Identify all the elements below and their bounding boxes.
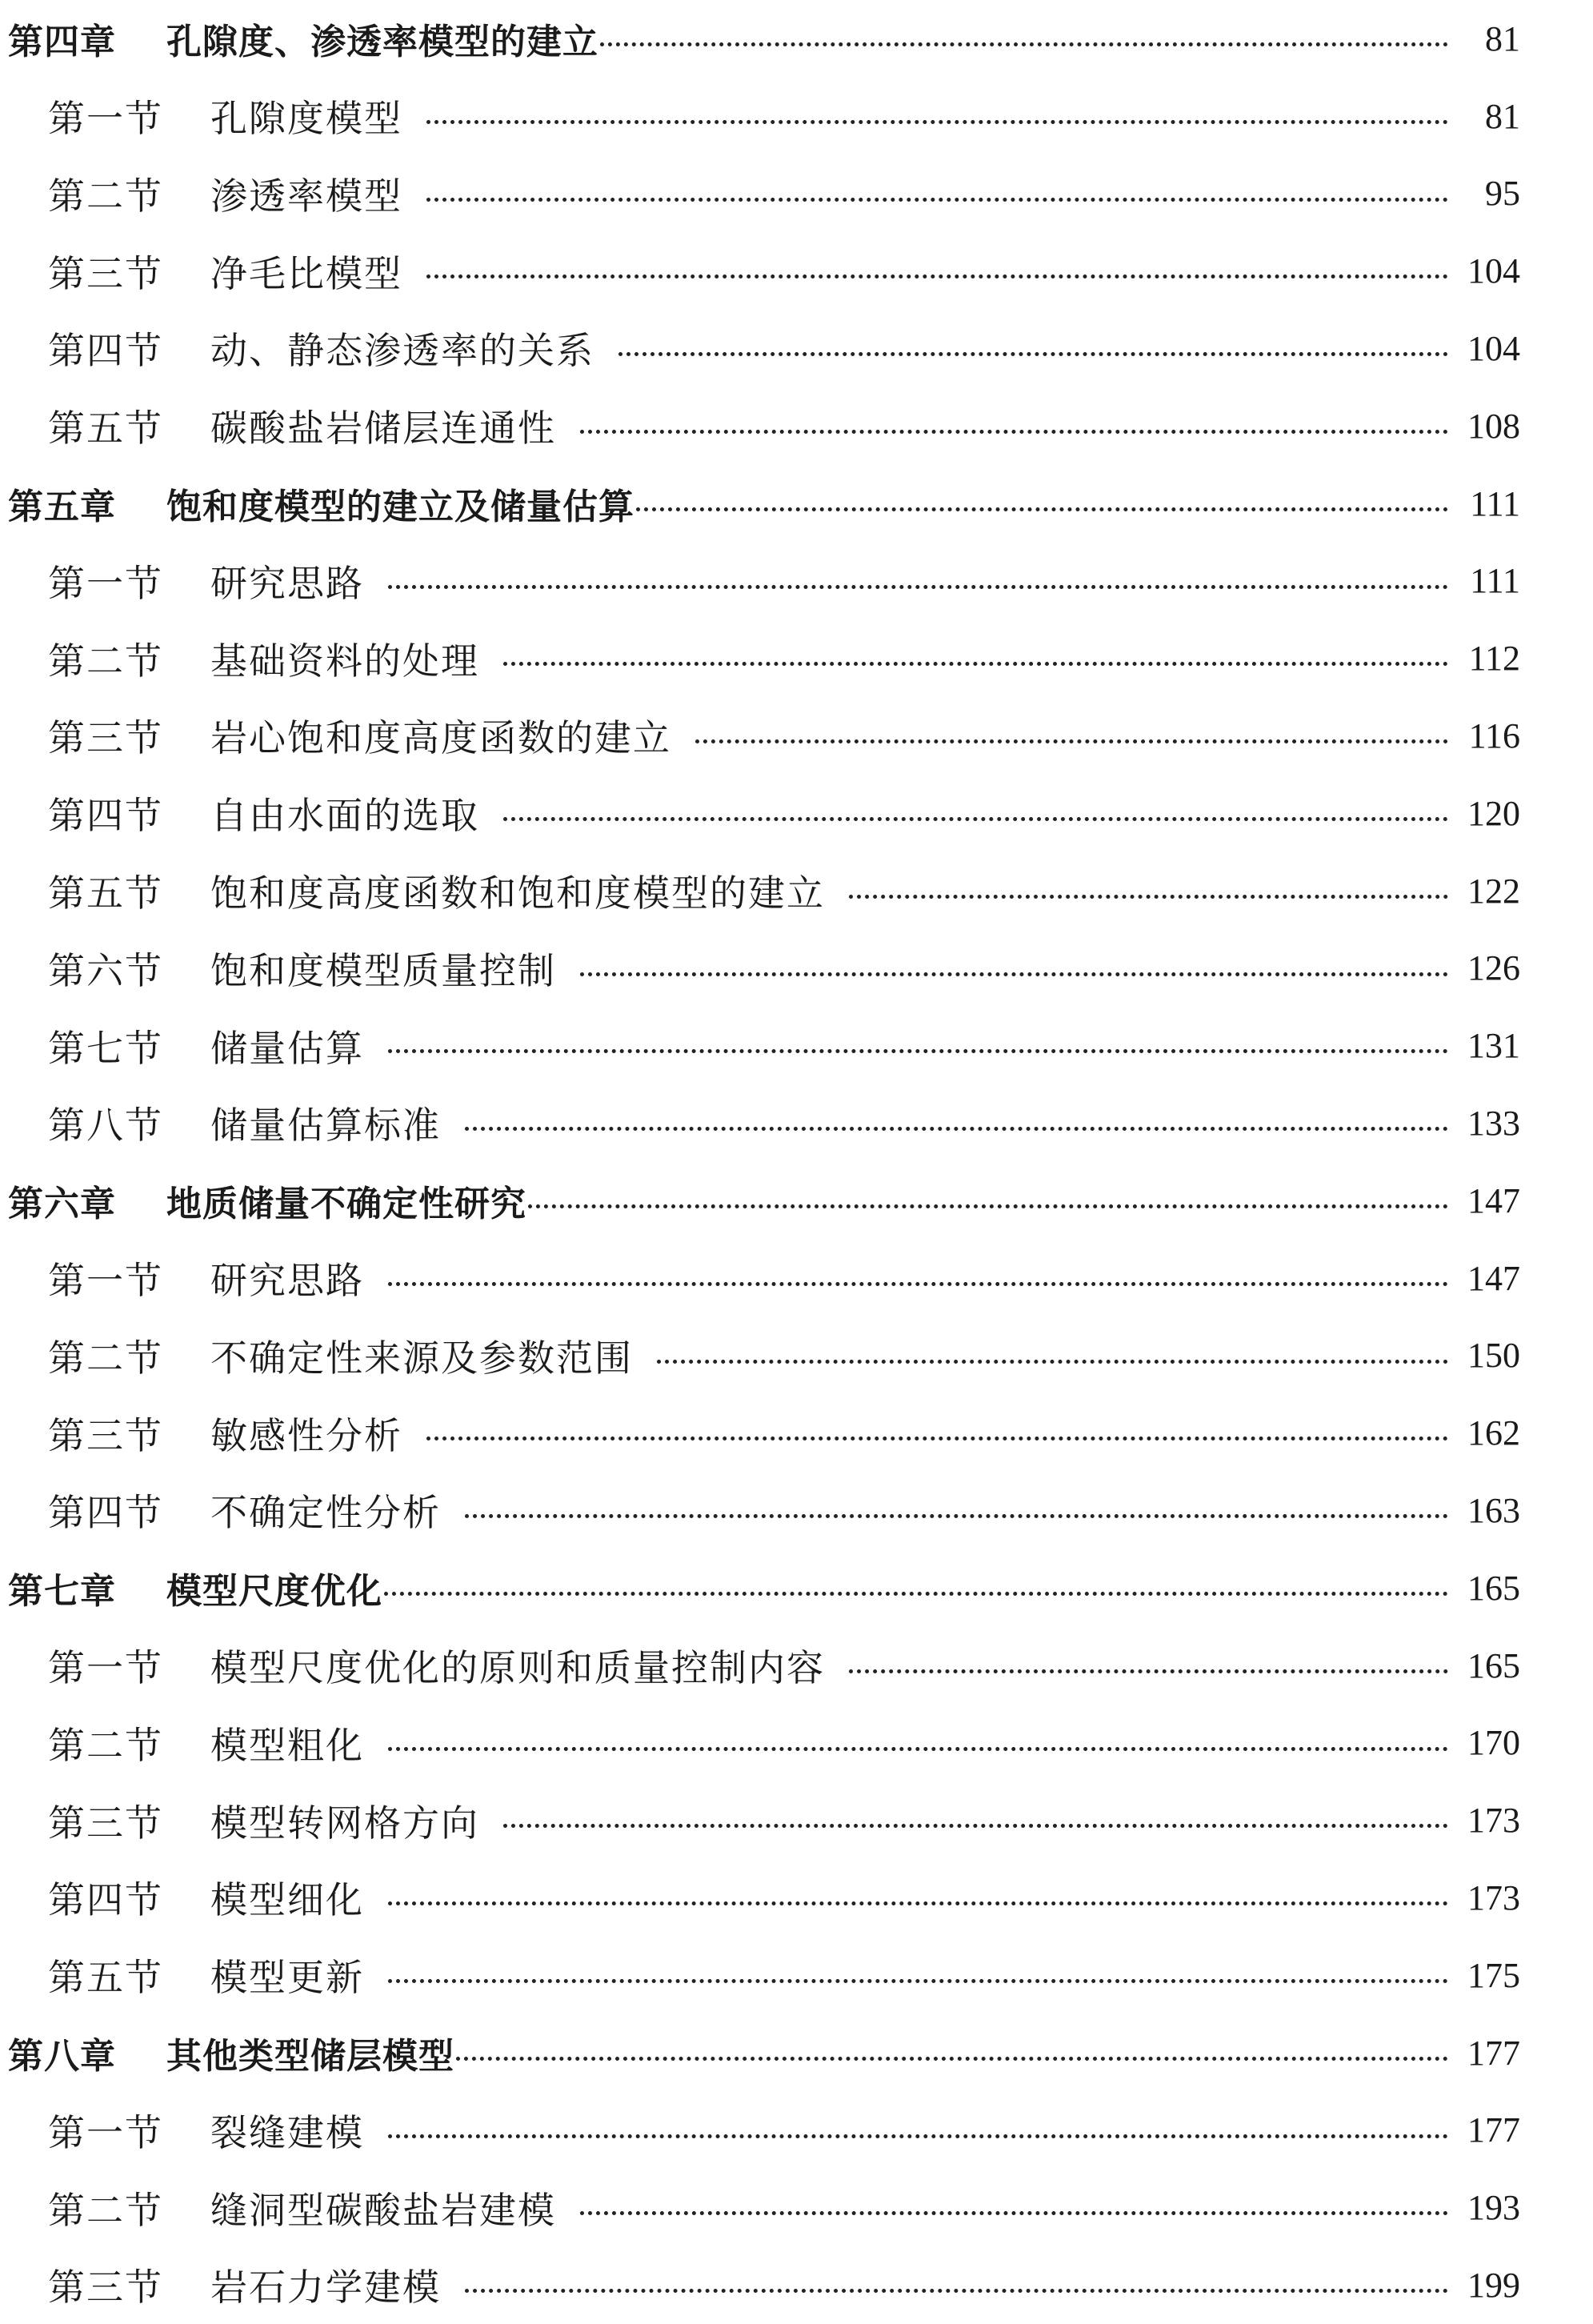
toc-section-row[interactable] [0,1394,1520,1472]
dot-leader [503,1824,1448,1828]
chapter-number: 第五章 [8,487,116,528]
page-number: 131 [1467,1026,1520,1066]
section-title: 敏感性分析 [210,1413,402,1457]
page-number: 165 [1467,1645,1520,1685]
page-number: 81 [1485,18,1520,58]
dot-leader [426,274,1448,278]
section-title: 孔隙度模型 [210,97,402,141]
dot-leader [503,662,1448,666]
section-number: 第一节 [48,97,163,141]
toc-section-row[interactable] [0,852,1520,930]
page-number: 177 [1467,2033,1520,2073]
page-number: 108 [1467,406,1520,446]
page-number: 112 [1468,639,1520,679]
page-number: 173 [1467,1801,1520,1841]
section-number: 第一节 [48,1646,163,1690]
dot-leader [426,120,1448,124]
section-title: 不确定性来源及参数范围 [210,1336,633,1380]
page-number: 104 [1467,328,1520,368]
section-number: 第三节 [48,1413,163,1457]
section-number: 第三节 [48,2266,163,2310]
toc-section-row[interactable] [0,2092,1520,2170]
section-title: 模型转网格方向 [210,1801,479,1845]
toc-section-row[interactable] [0,1472,1520,1549]
toc-section-row[interactable] [0,310,1520,387]
section-title: 研究思路 [210,561,364,605]
chapter-number: 第八章 [8,2036,116,2078]
section-number: 第三节 [48,1801,163,1845]
toc-chapter-row[interactable] [0,1162,1520,1240]
section-number: 第五节 [48,407,163,451]
section-number: 第四节 [48,1491,163,1535]
dot-leader [465,1127,1448,1131]
page-number: 133 [1467,1103,1520,1143]
section-title: 岩心饱和度高度函数的建立 [210,716,671,760]
page-number: 193 [1467,2188,1520,2228]
page-number: 170 [1467,1723,1520,1763]
dot-leader [388,2134,1448,2138]
chapter-title: 孔隙度、渗透率模型的建立 [166,22,598,63]
page-number: 150 [1467,1336,1520,1376]
section-title: 模型粗化 [210,1723,364,1767]
toc-section-row[interactable] [0,1317,1520,1395]
section-title: 动、静态渗透率的关系 [210,329,594,373]
dot-leader [465,1514,1448,1518]
section-title: 研究思路 [210,1259,364,1303]
page-number: 177 [1467,2110,1520,2150]
section-number: 第二节 [48,1336,163,1380]
dot-leader [503,817,1448,821]
dot-leader [657,1360,1448,1364]
section-number: 第一节 [48,1259,163,1303]
section-title: 储量估算 [210,1026,364,1070]
section-title: 模型尺度优化的原则和质量控制内容 [210,1646,825,1690]
section-title: 饱和度高度函数和饱和度模型的建立 [210,872,825,916]
chapter-number: 第七章 [8,1571,116,1613]
section-number: 第一节 [48,2110,163,2154]
page-number: 199 [1467,2265,1520,2305]
dot-leader [580,2211,1448,2215]
chapter-title: 其他类型储层模型 [166,2036,454,2078]
page-number: 173 [1467,1877,1520,1917]
dot-leader [388,585,1448,589]
toc-section-row[interactable] [0,1627,1520,1705]
dot-leader [849,1669,1448,1673]
page-number: 162 [1467,1413,1520,1453]
toc-section-row[interactable] [0,1007,1520,1084]
toc-section-row[interactable] [0,387,1520,465]
toc-section-row[interactable] [0,930,1520,1008]
page-number: 163 [1467,1490,1520,1530]
chapter-title: 地质储量不确定性研究 [166,1184,526,1225]
section-title: 净毛比模型 [210,251,402,295]
page-number: 104 [1467,251,1520,291]
page-number: 95 [1485,174,1520,214]
toc-section-row[interactable] [0,775,1520,852]
section-number: 第八节 [48,1104,163,1148]
toc-section-row[interactable] [0,1240,1520,1317]
page-number: 126 [1467,948,1520,988]
section-title: 不确定性分析 [210,1491,441,1535]
page-number: 175 [1467,1955,1520,1995]
toc-section-row[interactable] [0,1781,1520,1859]
chapter-number: 第四章 [8,22,116,63]
section-title: 缝洞型碳酸盐岩建模 [210,2188,556,2232]
section-title: 渗透率模型 [210,174,402,218]
dot-leader [636,507,1448,511]
toc-section-row[interactable] [0,697,1520,775]
dot-leader [388,1901,1448,1905]
page-number: 111 [1470,561,1520,601]
section-title: 基础资料的处理 [210,639,479,683]
dot-leader [388,1282,1448,1286]
section-number: 第三节 [48,251,163,295]
section-number: 第六节 [48,948,163,992]
section-number: 第二节 [48,2188,163,2232]
page-number: 120 [1467,793,1520,833]
dot-leader [600,42,1448,46]
toc-section-row[interactable] [0,1937,1520,2014]
dot-leader [580,430,1448,434]
section-title: 岩石力学建模 [210,2266,441,2310]
dot-leader [580,972,1448,976]
section-title: 模型更新 [210,1956,364,2000]
toc-section-row[interactable] [0,1084,1520,1162]
dot-leader [465,2289,1448,2293]
toc-section-row[interactable] [0,619,1520,697]
dot-leader [384,1592,1448,1596]
toc-section-row[interactable] [0,78,1520,155]
dot-leader [528,1204,1448,1208]
toc-chapter-row[interactable] [0,1549,1520,1627]
toc-section-row[interactable] [0,2169,1520,2246]
page-number: 81 [1485,96,1520,136]
section-number: 第七节 [48,1026,163,1070]
section-number: 第三节 [48,716,163,760]
toc-chapter-row[interactable] [0,0,1520,78]
toc-section-row[interactable] [0,232,1520,310]
dot-leader [849,895,1448,899]
toc-section-row[interactable] [0,155,1520,233]
dot-leader [618,352,1448,356]
section-number: 第四节 [48,1878,163,1922]
section-title: 碳酸盐岩储层连通性 [210,407,556,451]
page-number: 116 [1468,715,1520,755]
dot-leader [388,1049,1448,1053]
page-number: 165 [1467,1568,1520,1608]
toc-section-row[interactable] [0,1705,1520,1782]
section-title: 自由水面的选取 [210,794,479,838]
section-title: 模型细化 [210,1878,364,1922]
page-number: 111 [1470,483,1520,523]
toc-chapter-row[interactable] [0,2014,1520,2092]
dot-leader [388,1747,1448,1751]
chapter-title: 模型尺度优化 [166,1571,382,1613]
section-number: 第一节 [48,561,163,605]
dot-leader [426,1436,1448,1440]
toc-section-row[interactable] [0,2246,1520,2324]
dot-leader [456,2057,1448,2061]
page-number: 122 [1467,871,1520,911]
section-number: 第四节 [48,794,163,838]
section-title: 裂缝建模 [210,2110,364,2154]
section-number: 第五节 [48,872,163,916]
dot-leader [388,1979,1448,1983]
section-number: 第五节 [48,1956,163,2000]
section-number: 第二节 [48,639,163,683]
toc-chapter-row[interactable] [0,465,1520,543]
toc-section-row[interactable] [0,543,1520,620]
section-title: 饱和度模型质量控制 [210,948,556,992]
section-number: 第二节 [48,174,163,218]
chapter-title: 饱和度模型的建立及储量估算 [166,487,634,528]
page-number: 147 [1467,1258,1520,1298]
toc-section-row[interactable] [0,1859,1520,1937]
dot-leader [426,198,1448,202]
dot-leader [695,739,1448,743]
section-number: 第四节 [48,329,163,373]
section-number: 第二节 [48,1723,163,1767]
page-number: 147 [1467,1180,1520,1220]
chapter-number: 第六章 [8,1184,116,1225]
section-title: 储量估算标准 [210,1104,441,1148]
